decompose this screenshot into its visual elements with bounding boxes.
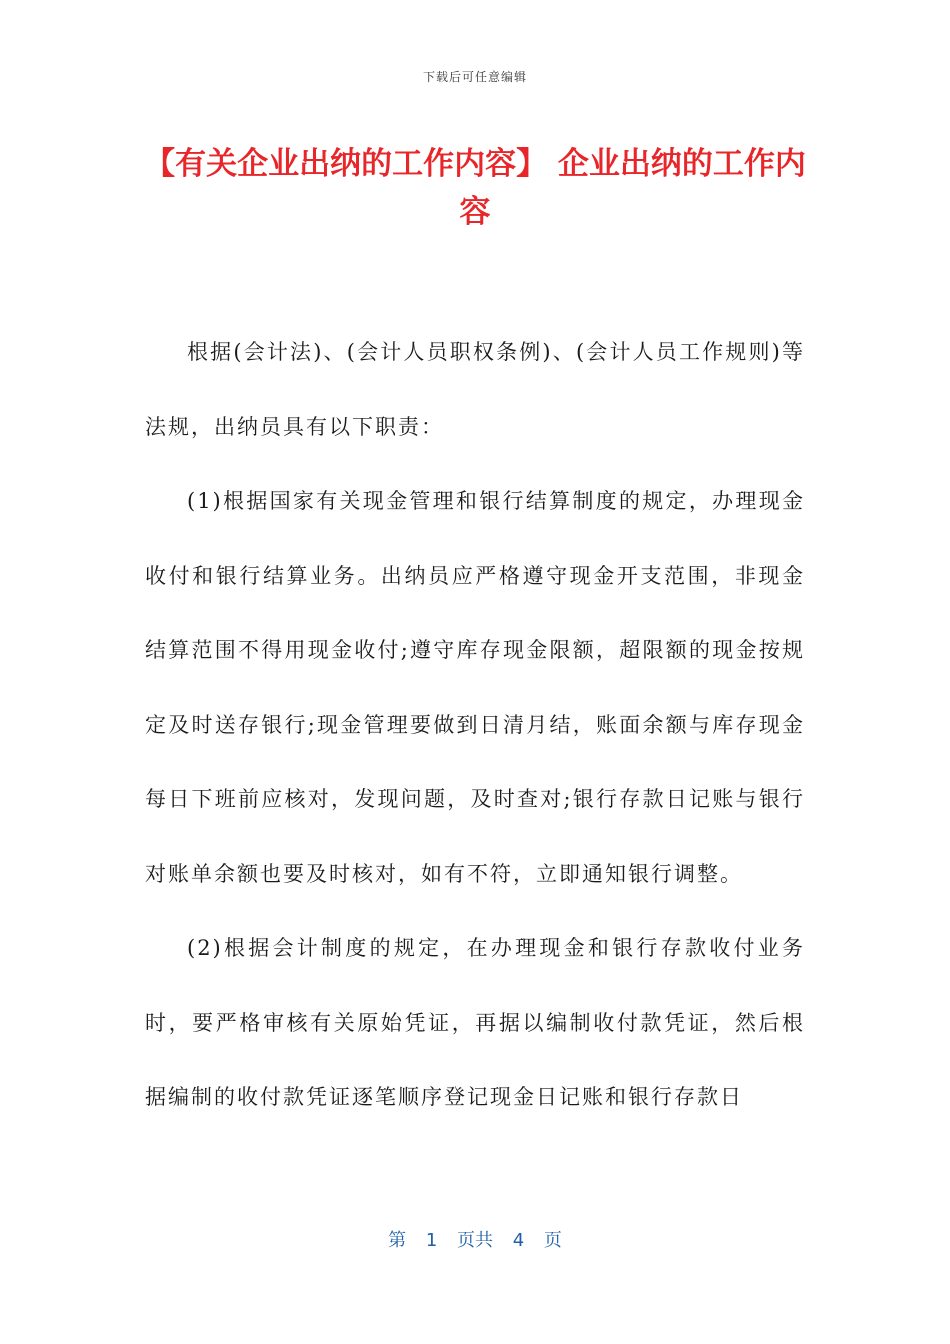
document-title: 【有关企业出纳的工作内容】 企业出纳的工作内容 [144,146,806,230]
page-suffix: 页 [543,1230,562,1251]
header-note: 下载后可任意编辑 [422,70,527,84]
document-body [145,315,805,1135]
paragraph-intro: 根据(会计法)、(会计人员职权条例)、(会计人员工作规则)等法规，出纳员具有以下职责： [145,340,805,439]
page-mid: 页共 [457,1230,493,1251]
page-prefix: 第 [388,1230,407,1251]
paragraph-duty-1: (1)根据国家有关现金管理和银行结算制度的规定，办理现金收付和银行结算业务。出纳员应严格遵守现金开支范围，非现金结算范围不得用现金收付;遵守库存现金限额，超限额的现金按规定及时送存银行;现金管理要做到日清月结，账面余额与库存现金每日下班前应核对，发现问题，及时查对;银行存款日记账与银行对账单余额也要及时核对，如有不符，立即通知银行调整。 [145,489,805,886]
current-page-number: 1 [425,1230,438,1251]
paragraph-duty-2: (2)根据会计制度的规定，在办理现金和银行存款收付业务时，要严格审核有关原始凭证，再据以编制收付款凭证，然后根据编制的收付款凭证逐笔顺序登记现金日记账和银行存款日 [145,936,805,1109]
page-footer [0,1226,950,1252]
total-pages-number: 4 [512,1230,525,1251]
